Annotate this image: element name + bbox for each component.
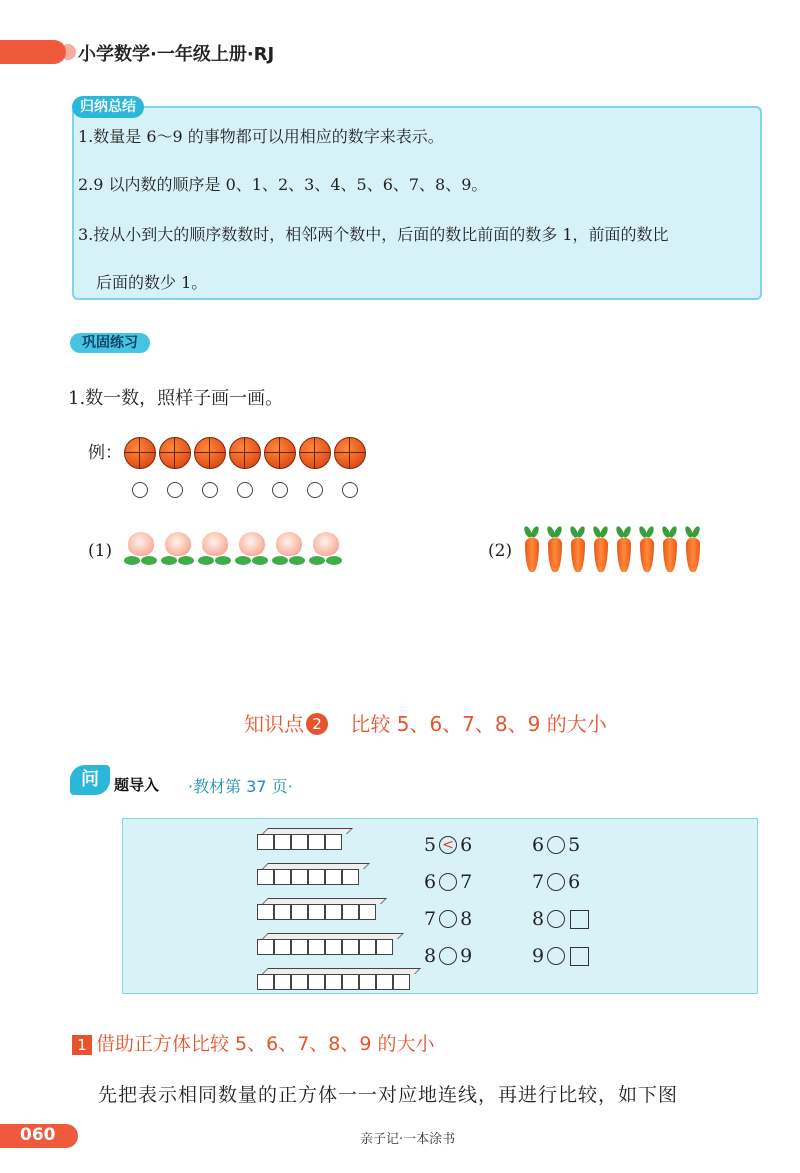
peach-leaf xyxy=(326,556,342,565)
peach-leaf xyxy=(235,556,251,565)
peach-leaf xyxy=(161,556,177,565)
peach-leaf xyxy=(178,556,194,565)
carrot-root xyxy=(640,538,654,572)
carrot-root xyxy=(594,538,608,572)
textbook-reference: ·教材第 37 页· xyxy=(188,777,293,796)
unit-cube xyxy=(257,869,274,885)
carrot-leaves xyxy=(548,526,562,538)
comparison-right-number: 5 xyxy=(568,834,581,856)
carrot xyxy=(662,526,678,574)
comparison-expression xyxy=(532,871,580,893)
question-1: 1.数一数，照样子画一画。 xyxy=(68,388,284,409)
unit-cube xyxy=(308,904,325,920)
carrot-root xyxy=(525,538,539,572)
unit-cube xyxy=(257,834,274,850)
example-label: 例： xyxy=(88,443,122,463)
comparison-right-number: 6 xyxy=(568,871,581,893)
comparison-expression xyxy=(532,834,580,856)
unit-cube xyxy=(359,974,376,990)
carrot xyxy=(685,526,701,574)
unit-cube xyxy=(342,904,359,920)
unit-cube xyxy=(308,974,325,990)
unit-cube xyxy=(325,939,342,955)
unit-cube xyxy=(393,974,410,990)
carrot-leaves xyxy=(525,526,539,538)
basketball xyxy=(124,437,156,469)
cube-line xyxy=(257,834,347,850)
answer-circle xyxy=(167,482,183,498)
knowledge-prefix: 知识点 xyxy=(244,712,304,736)
basketball xyxy=(334,437,366,469)
comparison-right-number: 8 xyxy=(460,908,473,930)
comparison-expression xyxy=(424,834,472,856)
footer-brand: 亲子记·一本涂书 xyxy=(360,1132,456,1147)
unit-cube xyxy=(376,974,393,990)
answer-circle xyxy=(342,482,358,498)
cube-row-7 xyxy=(257,898,381,920)
unit-cube xyxy=(342,974,359,990)
unit-cube xyxy=(257,939,274,955)
peach-fruit xyxy=(276,532,302,556)
unit-cube xyxy=(291,869,308,885)
comparison-circle[interactable] xyxy=(547,910,565,928)
section-1-heading xyxy=(72,1029,435,1056)
cube-line xyxy=(257,974,415,990)
comparison-circle[interactable] xyxy=(547,836,565,854)
section-1-number: 1 xyxy=(72,1035,92,1055)
unit-cube xyxy=(274,834,291,850)
summary-line-2: 2.9 以内数的顺序是 0、1、2、3、4、5、6、7、8、9。 xyxy=(78,175,488,194)
unit-cube xyxy=(325,974,342,990)
item-2-label: (2) xyxy=(488,541,513,561)
summary-tag: 归纳总结 xyxy=(72,96,144,118)
answer-box[interactable] xyxy=(570,910,589,929)
unit-cube xyxy=(308,939,325,955)
carrot xyxy=(616,526,632,574)
comparison-left-number: 6 xyxy=(424,871,437,893)
unit-cube xyxy=(274,904,291,920)
unit-cube xyxy=(325,869,342,885)
carrot-root xyxy=(571,538,585,572)
comparison-right-number: 9 xyxy=(460,945,473,967)
cube-row-top xyxy=(262,933,404,939)
carrot xyxy=(639,526,655,574)
carrot-leaves xyxy=(640,526,654,538)
peach xyxy=(124,530,158,570)
question-intro-icon: 问 xyxy=(70,765,110,795)
unit-cube xyxy=(342,869,359,885)
header-accent-bar xyxy=(0,40,66,64)
page-number: 060 xyxy=(20,1125,56,1145)
peach xyxy=(309,530,343,570)
summary-line-4: 后面的数少 1。 xyxy=(96,273,208,292)
practice-tag: 巩固练习 xyxy=(70,333,150,353)
carrot-leaves xyxy=(617,526,631,538)
carrot xyxy=(570,526,586,574)
carrot-root xyxy=(663,538,677,572)
cube-row-5 xyxy=(257,828,347,850)
peach-fruit xyxy=(313,532,339,556)
basketball xyxy=(264,437,296,469)
comparison-left-number: 7 xyxy=(424,908,437,930)
unit-cube xyxy=(359,939,376,955)
peach xyxy=(235,530,269,570)
cube-row-top xyxy=(262,898,387,904)
comparison-circle[interactable] xyxy=(439,910,457,928)
cube-row-9 xyxy=(257,968,415,990)
comparison-circle[interactable]: < xyxy=(439,836,457,854)
summary-line-3: 3.按从小到大的顺序数数时，相邻两个数中，后面的数比前面的数多 1，前面的数比 xyxy=(78,225,669,244)
unit-cube xyxy=(274,974,291,990)
comparison-circle[interactable] xyxy=(439,873,457,891)
comparison-left-number: 8 xyxy=(532,908,545,930)
answer-circle xyxy=(307,482,323,498)
peach xyxy=(272,530,306,570)
cube-row-8 xyxy=(257,933,398,955)
carrot-leaves xyxy=(686,526,700,538)
knowledge-number: 2 xyxy=(306,713,328,735)
unit-cube xyxy=(342,939,359,955)
unit-cube xyxy=(376,939,393,955)
unit-cube xyxy=(274,869,291,885)
comparison-left-number: 6 xyxy=(532,834,545,856)
carrot xyxy=(593,526,609,574)
cube-row-top xyxy=(262,828,353,834)
unit-cube xyxy=(291,904,308,920)
carrot-leaves xyxy=(571,526,585,538)
answer-box[interactable] xyxy=(570,947,589,966)
book-title: 小学数学·一年级上册·RJ xyxy=(78,44,275,65)
comparison-circle[interactable] xyxy=(547,947,565,965)
answer-circle xyxy=(132,482,148,498)
answer-circle xyxy=(202,482,218,498)
basketball xyxy=(159,437,191,469)
comparison-expression xyxy=(532,908,589,930)
comparison-circle[interactable] xyxy=(439,947,457,965)
peach xyxy=(161,530,195,570)
peach-leaf xyxy=(272,556,288,565)
comparison-expression xyxy=(424,908,472,930)
basketball xyxy=(299,437,331,469)
comparison-expression xyxy=(424,871,472,893)
carrot-leaves xyxy=(663,526,677,538)
peach-fruit xyxy=(239,532,265,556)
unit-cube xyxy=(291,834,308,850)
cube-line xyxy=(257,904,381,920)
knowledge-point-heading xyxy=(244,708,607,737)
cube-row-top xyxy=(262,968,421,974)
cube-row-6 xyxy=(257,863,364,885)
unit-cube xyxy=(274,939,291,955)
summary-line-1: 1.数量是 6～9 的事物都可以用相应的数字来表示。 xyxy=(78,127,444,146)
peach-leaf xyxy=(252,556,268,565)
basketball xyxy=(194,437,226,469)
unit-cube xyxy=(325,834,342,850)
answer-circle xyxy=(272,482,288,498)
unit-cube xyxy=(325,904,342,920)
section-1-title: 借助正方体比较 5、6、7、8、9 的大小 xyxy=(96,1033,435,1055)
carrot-leaves xyxy=(594,526,608,538)
cube-row-top xyxy=(262,863,370,869)
comparison-left-number: 7 xyxy=(532,871,545,893)
comparison-circle[interactable] xyxy=(547,873,565,891)
peach-leaf xyxy=(124,556,140,565)
peach-leaf xyxy=(198,556,214,565)
cube-line xyxy=(257,869,364,885)
comparison-expression xyxy=(424,945,472,967)
intro-title: 题导入 xyxy=(114,776,160,794)
comparison-right-number: 6 xyxy=(460,834,473,856)
comparison-left-number: 8 xyxy=(424,945,437,967)
comparison-left-number: 5 xyxy=(424,834,437,856)
unit-cube xyxy=(291,939,308,955)
carrot-root xyxy=(686,538,700,572)
peach-leaf xyxy=(215,556,231,565)
peach xyxy=(198,530,232,570)
unit-cube xyxy=(291,974,308,990)
carrot xyxy=(524,526,540,574)
unit-cube xyxy=(257,904,274,920)
comparison-expression xyxy=(532,945,589,967)
knowledge-title: 比较 5、6、7、8、9 的大小 xyxy=(350,712,607,736)
peach-leaf xyxy=(289,556,305,565)
unit-cube xyxy=(257,974,274,990)
item-1-label: (1) xyxy=(88,541,113,561)
peach-leaf xyxy=(141,556,157,565)
unit-cube xyxy=(308,834,325,850)
carrot-root xyxy=(617,538,631,572)
carrot-root xyxy=(548,538,562,572)
basketball xyxy=(229,437,261,469)
answer-circle xyxy=(237,482,253,498)
cube-line xyxy=(257,939,398,955)
peach-fruit xyxy=(165,532,191,556)
body-paragraph: 先把表示相同数量的正方体一一对应地连线，再进行比较，如下图 xyxy=(98,1084,679,1106)
carrot xyxy=(547,526,563,574)
peach-fruit xyxy=(128,532,154,556)
unit-cube xyxy=(308,869,325,885)
peach-leaf xyxy=(309,556,325,565)
comparison-left-number: 9 xyxy=(532,945,545,967)
peach-fruit xyxy=(202,532,228,556)
unit-cube xyxy=(359,904,376,920)
comparison-right-number: 7 xyxy=(460,871,473,893)
